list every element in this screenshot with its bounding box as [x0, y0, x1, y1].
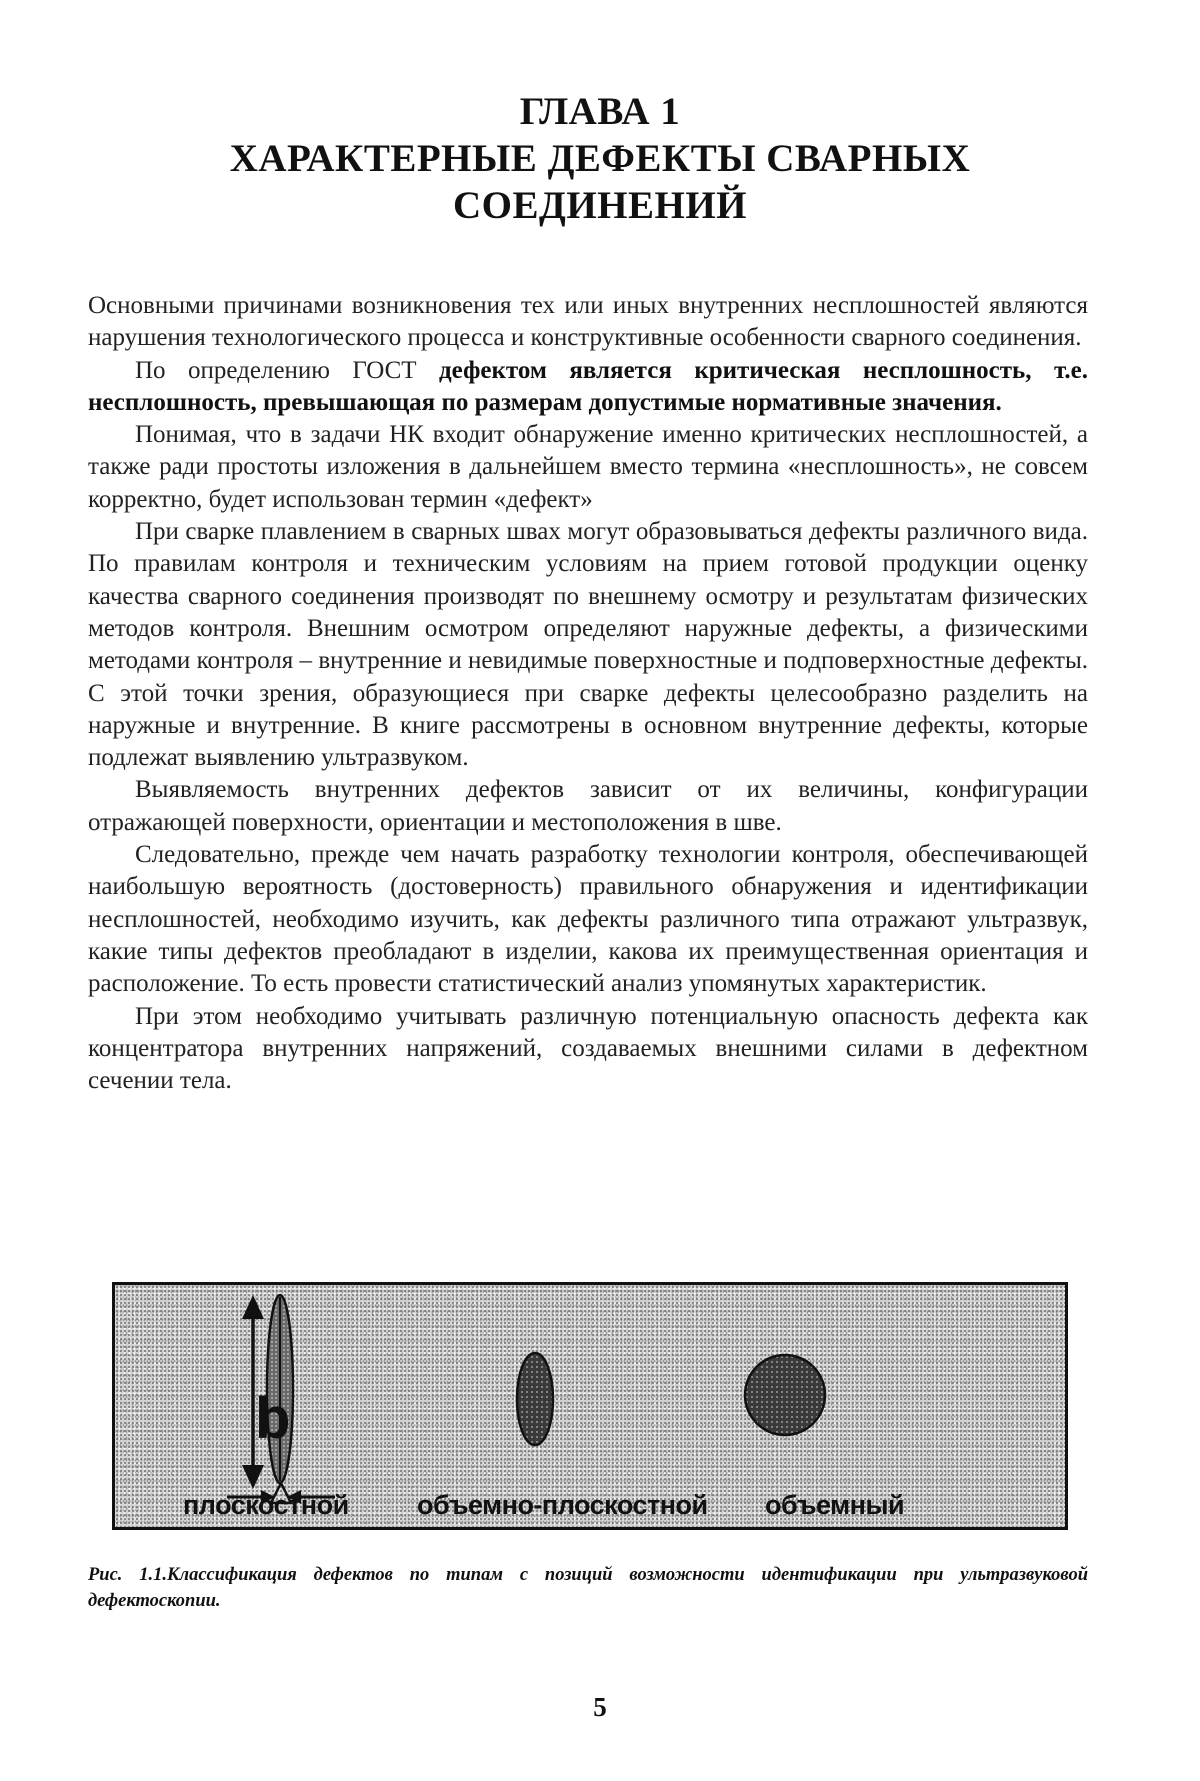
label-volume: объемный: [765, 1490, 905, 1520]
paragraph-1: Основными причинами возникновения тех или иных внутренних несплошностей являются нарушения технологического процесса и конструктивные особенности сварного соединения.: [88, 292, 1088, 352]
paragraph-5: Выявляемость внутренних дефектов зависит от их величины, конфигурации отражающей поверхности, ориентации и местоположения в шве.: [88, 776, 1088, 836]
paragraph-6: Следовательно, прежде чем начать разработку технологии контроля, обеспечивающей наибольшую вероятность (достоверность) правильного обнаружения и идентификации несплошностей, необходимо изучить, как дефекты различного типа отражают ультразвук, какие типы дефектов преобладают в изделии, какова их преимущественная ориентация и расположение. То есть провести статистический анализ упомянутых характеристик.: [88, 841, 1088, 998]
volume-defect-shape: [745, 1355, 825, 1435]
body-text: [88, 290, 1088, 1097]
label-volume-planar: объемно-плоскостной: [417, 1490, 708, 1520]
label-planar: плоскостной: [183, 1490, 349, 1520]
paragraph-2-start: По определению ГОСТ: [135, 356, 440, 384]
paragraph-3: Понимая, что в задачи НК входит обнаружение именно критических несплошностей, а также ради простоты изложения в дальнейшем вместо термина «несплошность», не совсем корректно, будет использован термин «дефект»: [88, 421, 1088, 513]
paragraph-7: При этом необходимо учитывать различную потенциальную опасность дефекта как концентратора внутренних напряжений, создаваемых внешними силами в дефектном сечении тела.: [88, 1002, 1088, 1095]
chapter-title-line-1: ХАРАКТЕРНЫЕ ДЕФЕКТЫ СВАРНЫХ: [229, 137, 971, 180]
page-number: 5: [593, 1692, 607, 1722]
dimension-b-arrowhead-bottom: [242, 1465, 264, 1489]
chapter-title-line-2: СОЕДИНЕНИЙ: [452, 184, 748, 227]
defect-classification-figure: [112, 1282, 1068, 1530]
chapter-heading: [140, 88, 1060, 229]
figure-caption: Рис. 1.1.Классификация дефектов по типам с позиций возможности идентификации при ультразвуковой дефектоскопии.: [88, 1565, 1088, 1611]
dimension-b-arrowhead-top: [242, 1295, 264, 1319]
volume-planar-defect-shape: [517, 1353, 553, 1445]
defect-definition: дефектом является критическая несплошность, т.е. несплошность, превышающая по размерам допустимые нормативные значения.: [88, 356, 1088, 416]
paragraph-2: [88, 355, 1088, 420]
chapter-number: ГЛАВА 1: [519, 90, 681, 133]
dimension-b-label: b: [255, 1386, 291, 1451]
paragraph-4: При сварке плавлением в сварных швах могут образовываться дефекты различного вида. По правилам контроля и техническим условиям на прием готовой продукции оценку качества сварного соединения производят по внешнему осмотру и результатам физических методов контроля. Внешним осмотром определяют наружные дефекты, а физическими методами контроля – внутренние и невидимые поверхностные и подповерхностные дефекты. С этой точки зрения, образующиеся при сварке дефекты целесообразно разделить на наружные и внутренние. В книге рассмотрены в основном внутренние дефекты, которые подлежат выявлению ультразвуком.: [88, 518, 1088, 772]
